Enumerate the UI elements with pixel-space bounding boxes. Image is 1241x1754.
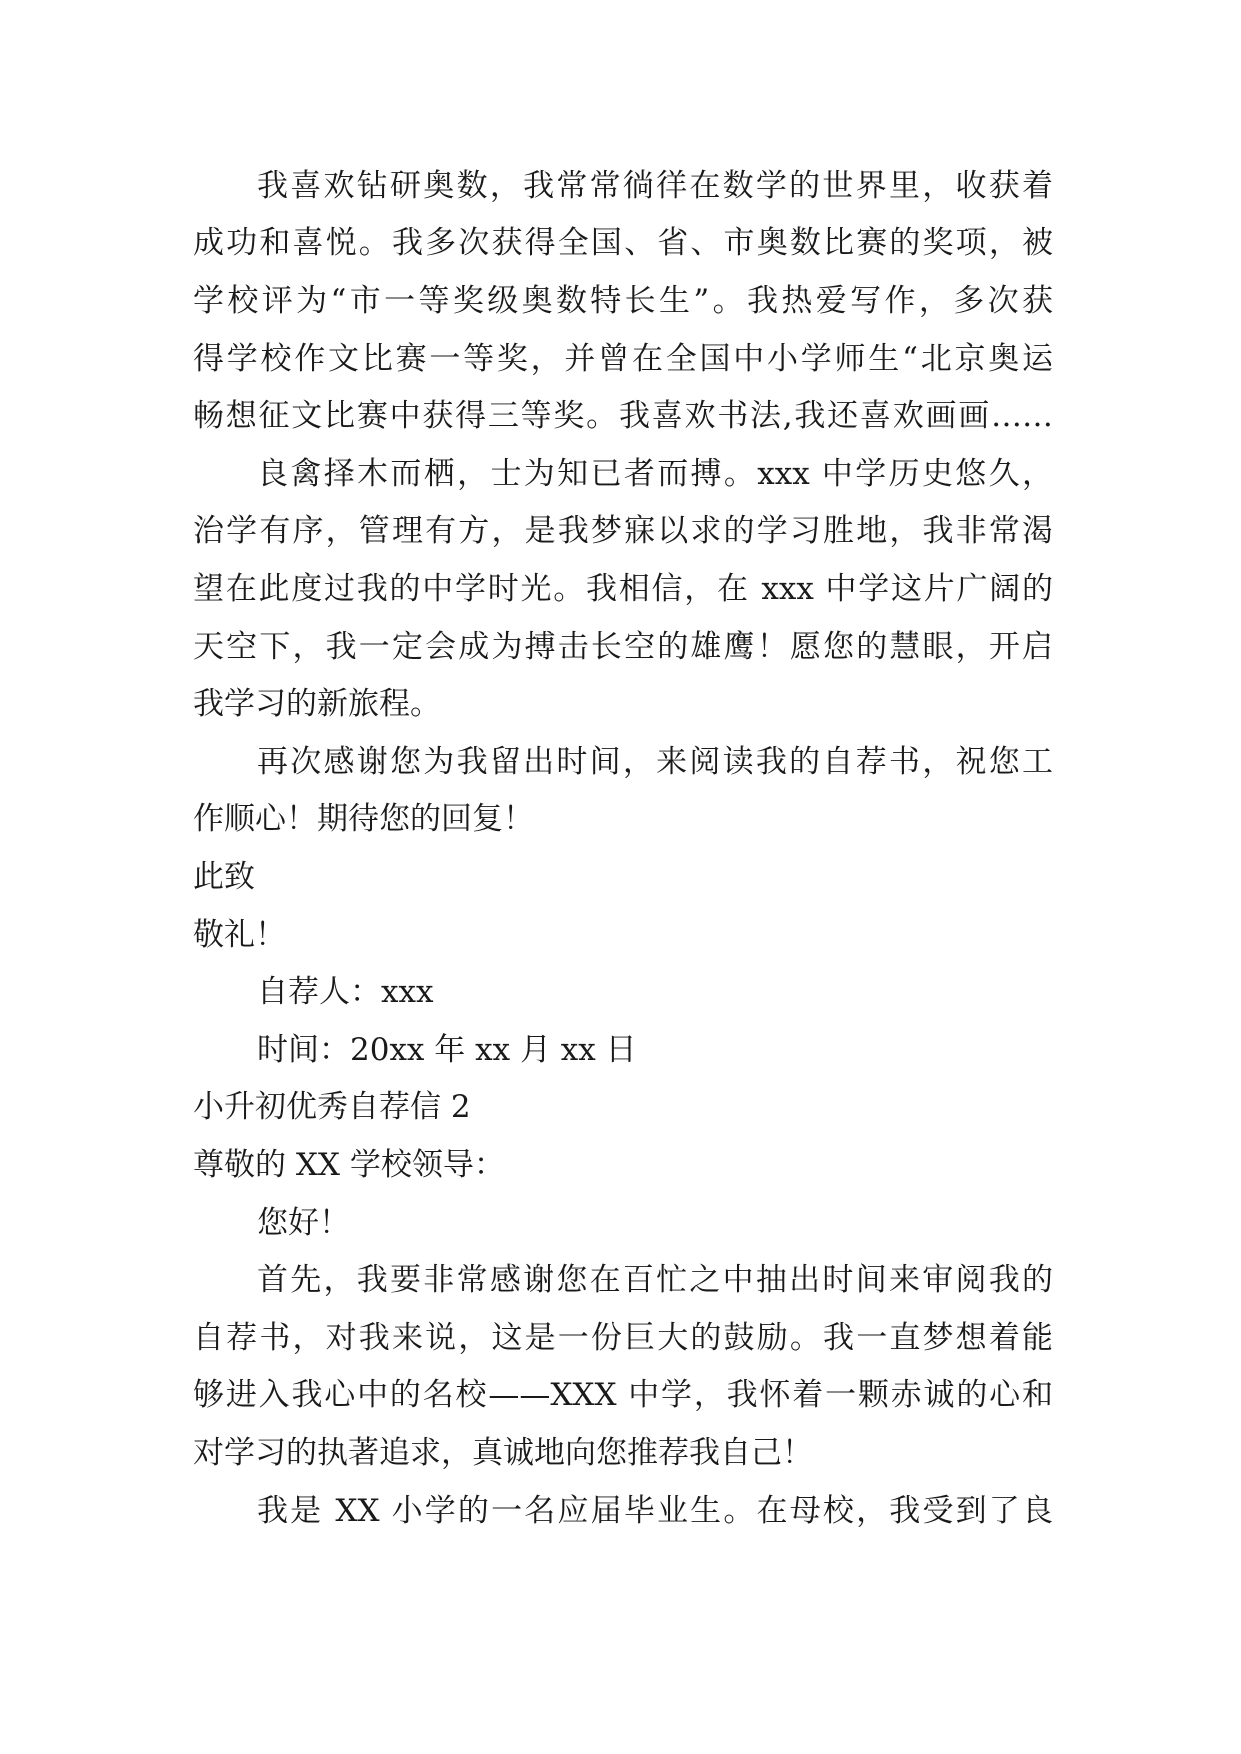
text-line: 作顺心！期待您的回复！ bbox=[193, 801, 534, 837]
text-line: 再次感谢您为我留出时间，来阅读我的自荐书，祝您工 bbox=[257, 744, 1053, 780]
closing-regards: 敬礼！ bbox=[193, 917, 286, 953]
text-line: 对学习的执著追求，真诚地向您推荐我自己！ bbox=[193, 1435, 813, 1471]
text-line: 我喜欢钻研奥数，我常常徜徉在数学的世界里，收获着 bbox=[257, 168, 1053, 204]
text-line: 得学校作文比赛一等奖，并曾在全国中小学师生“北京奥运 bbox=[193, 341, 1053, 377]
date-line: 时间：20xx 年 xx 月 xx 日 bbox=[257, 1032, 637, 1068]
text-line: 畅想征文比赛中获得三等奖。我喜欢书法,我还喜欢画画…… bbox=[193, 398, 1053, 434]
text-line: 治学有序，管理有方，是我梦寐以求的学习胜地，我非常渴 bbox=[193, 513, 1053, 549]
text-line: 首先，我要非常感谢您在百忙之中抽出时间来审阅我的 bbox=[257, 1262, 1053, 1298]
text-line: 我学习的新旅程。 bbox=[193, 686, 441, 722]
text-line: 天空下，我一定会成为搏击长空的雄鹰！愿您的慧眼，开启 bbox=[193, 629, 1053, 665]
text-line: 自荐书，对我来说，这是一份巨大的鼓励。我一直梦想着能 bbox=[193, 1320, 1053, 1356]
greeting-hello: 您好！ bbox=[257, 1205, 350, 1241]
greeting: 尊敬的 XX 学校领导： bbox=[193, 1147, 505, 1183]
signature-line: 自荐人：xxx bbox=[257, 974, 434, 1010]
text-line: 良禽择木而栖，士为知已者而搏。xxx 中学历史悠久， bbox=[257, 456, 1053, 492]
text-line: 学校评为“市一等奖级奥数特长生”。我热爱写作，多次获 bbox=[193, 283, 1053, 319]
text-line: 我是 XX 小学的一名应届毕业生。在母校，我受到了良 bbox=[257, 1493, 1053, 1529]
text-line: 成功和喜悦。我多次获得全国、省、市奥数比赛的奖项，被 bbox=[193, 225, 1053, 261]
text-line: 够进入我心中的名校——XXX 中学，我怀着一颗赤诚的心和 bbox=[193, 1377, 1053, 1413]
text-line: 望在此度过我的中学时光。我相信，在 xxx 中学这片广阔的 bbox=[193, 571, 1053, 607]
section-title: 小升初优秀自荐信 2 bbox=[193, 1089, 471, 1125]
closing-salutation: 此致 bbox=[193, 859, 255, 895]
